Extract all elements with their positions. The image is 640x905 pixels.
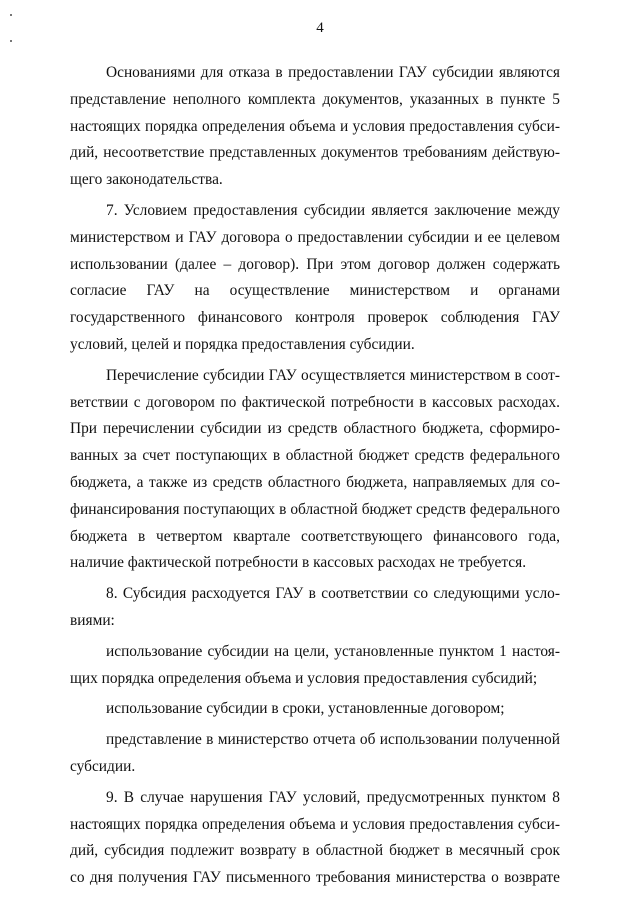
text-line: представление в министерство отчета об использовании полученной <box>106 731 560 749</box>
paragraph <box>70 727 560 781</box>
text-line: настоящих порядка определения объема и условия предоставления субси- <box>70 117 560 135</box>
paragraph <box>70 363 560 577</box>
page-number: 4 <box>316 20 324 36</box>
paragraph <box>70 696 560 723</box>
text-line: дий, субсидия подлежит возврату в областной бюджет в месячный срок <box>70 842 560 860</box>
text-line: условий, целей и порядка предоставления субсидии. <box>70 335 415 353</box>
text-line: наличие фактической потребности в кассовых расходах не требуется. <box>70 554 527 572</box>
paragraph <box>70 785 560 892</box>
text-line: финансирования поступающих в областной бюджет средств федерального <box>70 500 560 518</box>
text-line: использовании (далее – договор). При этом договор должен содержать <box>70 255 560 273</box>
text-line: министерством и ГАУ договора о предоставлении субсидии и ее целевом <box>70 228 560 246</box>
paragraph <box>70 60 560 194</box>
text-line: согласие ГАУ на осуществление министерством и органами <box>70 282 560 300</box>
text-line: бюджета в четвертом квартале соответствующего финансового года, <box>70 527 560 545</box>
document-body <box>70 60 560 892</box>
text-line: ветствии с договором по фактической потребности в кассовых расходах. <box>70 393 560 411</box>
text-line: представление неполного комплекта документов, указанных в пункте 5 <box>70 90 560 108</box>
paragraph <box>70 198 560 359</box>
text-line: субсидии. <box>70 757 136 775</box>
text-line: дий, несоответствие представленных документов требованиям действую- <box>70 144 560 162</box>
paragraph <box>70 581 560 635</box>
text-line: использование субсидии на цели, установленные пунктом 1 настоя- <box>106 642 560 660</box>
text-line: 7. Условием предоставления субсидии является заключение между <box>106 201 560 219</box>
margin-dot <box>10 14 12 16</box>
text-line: Основаниями для отказа в предоставлении ГАУ субсидии являются <box>106 64 560 81</box>
text-line: щего законодательства. <box>70 171 223 189</box>
text-line: 8. Субсидия расходуется ГАУ в соответствии со следующими усло- <box>106 585 560 603</box>
text-line: ванных за счет поступающих в областной бюджет средств федерального <box>70 447 560 465</box>
text-line: виями: <box>70 611 115 629</box>
text-line: использование субсидии в сроки, установленные договором; <box>106 700 505 718</box>
text-line: Перечисление субсидии ГАУ осуществляется министерством в соот- <box>106 366 560 384</box>
text-line: При перечислении субсидии из средств областного бюджета, сформиро- <box>70 420 560 438</box>
text-line: щих порядка определения объема и условия предоставления субсидий; <box>70 669 538 687</box>
margin-dot <box>10 40 12 42</box>
text-line: государственного финансового контроля проверок соблюдения ГАУ <box>70 309 560 327</box>
text-line: 9. В случае нарушения ГАУ условий, предусмотренных пунктом 8 <box>106 788 560 806</box>
paragraph <box>70 639 560 693</box>
text-line: со дня получения ГАУ письменного требования министерства о возврате <box>70 869 560 887</box>
text-line: настоящих порядка определения объема и условия предоставления субси- <box>70 815 560 833</box>
text-line: бюджета, а также из средств областного бюджета, направляемых для со- <box>70 473 560 491</box>
